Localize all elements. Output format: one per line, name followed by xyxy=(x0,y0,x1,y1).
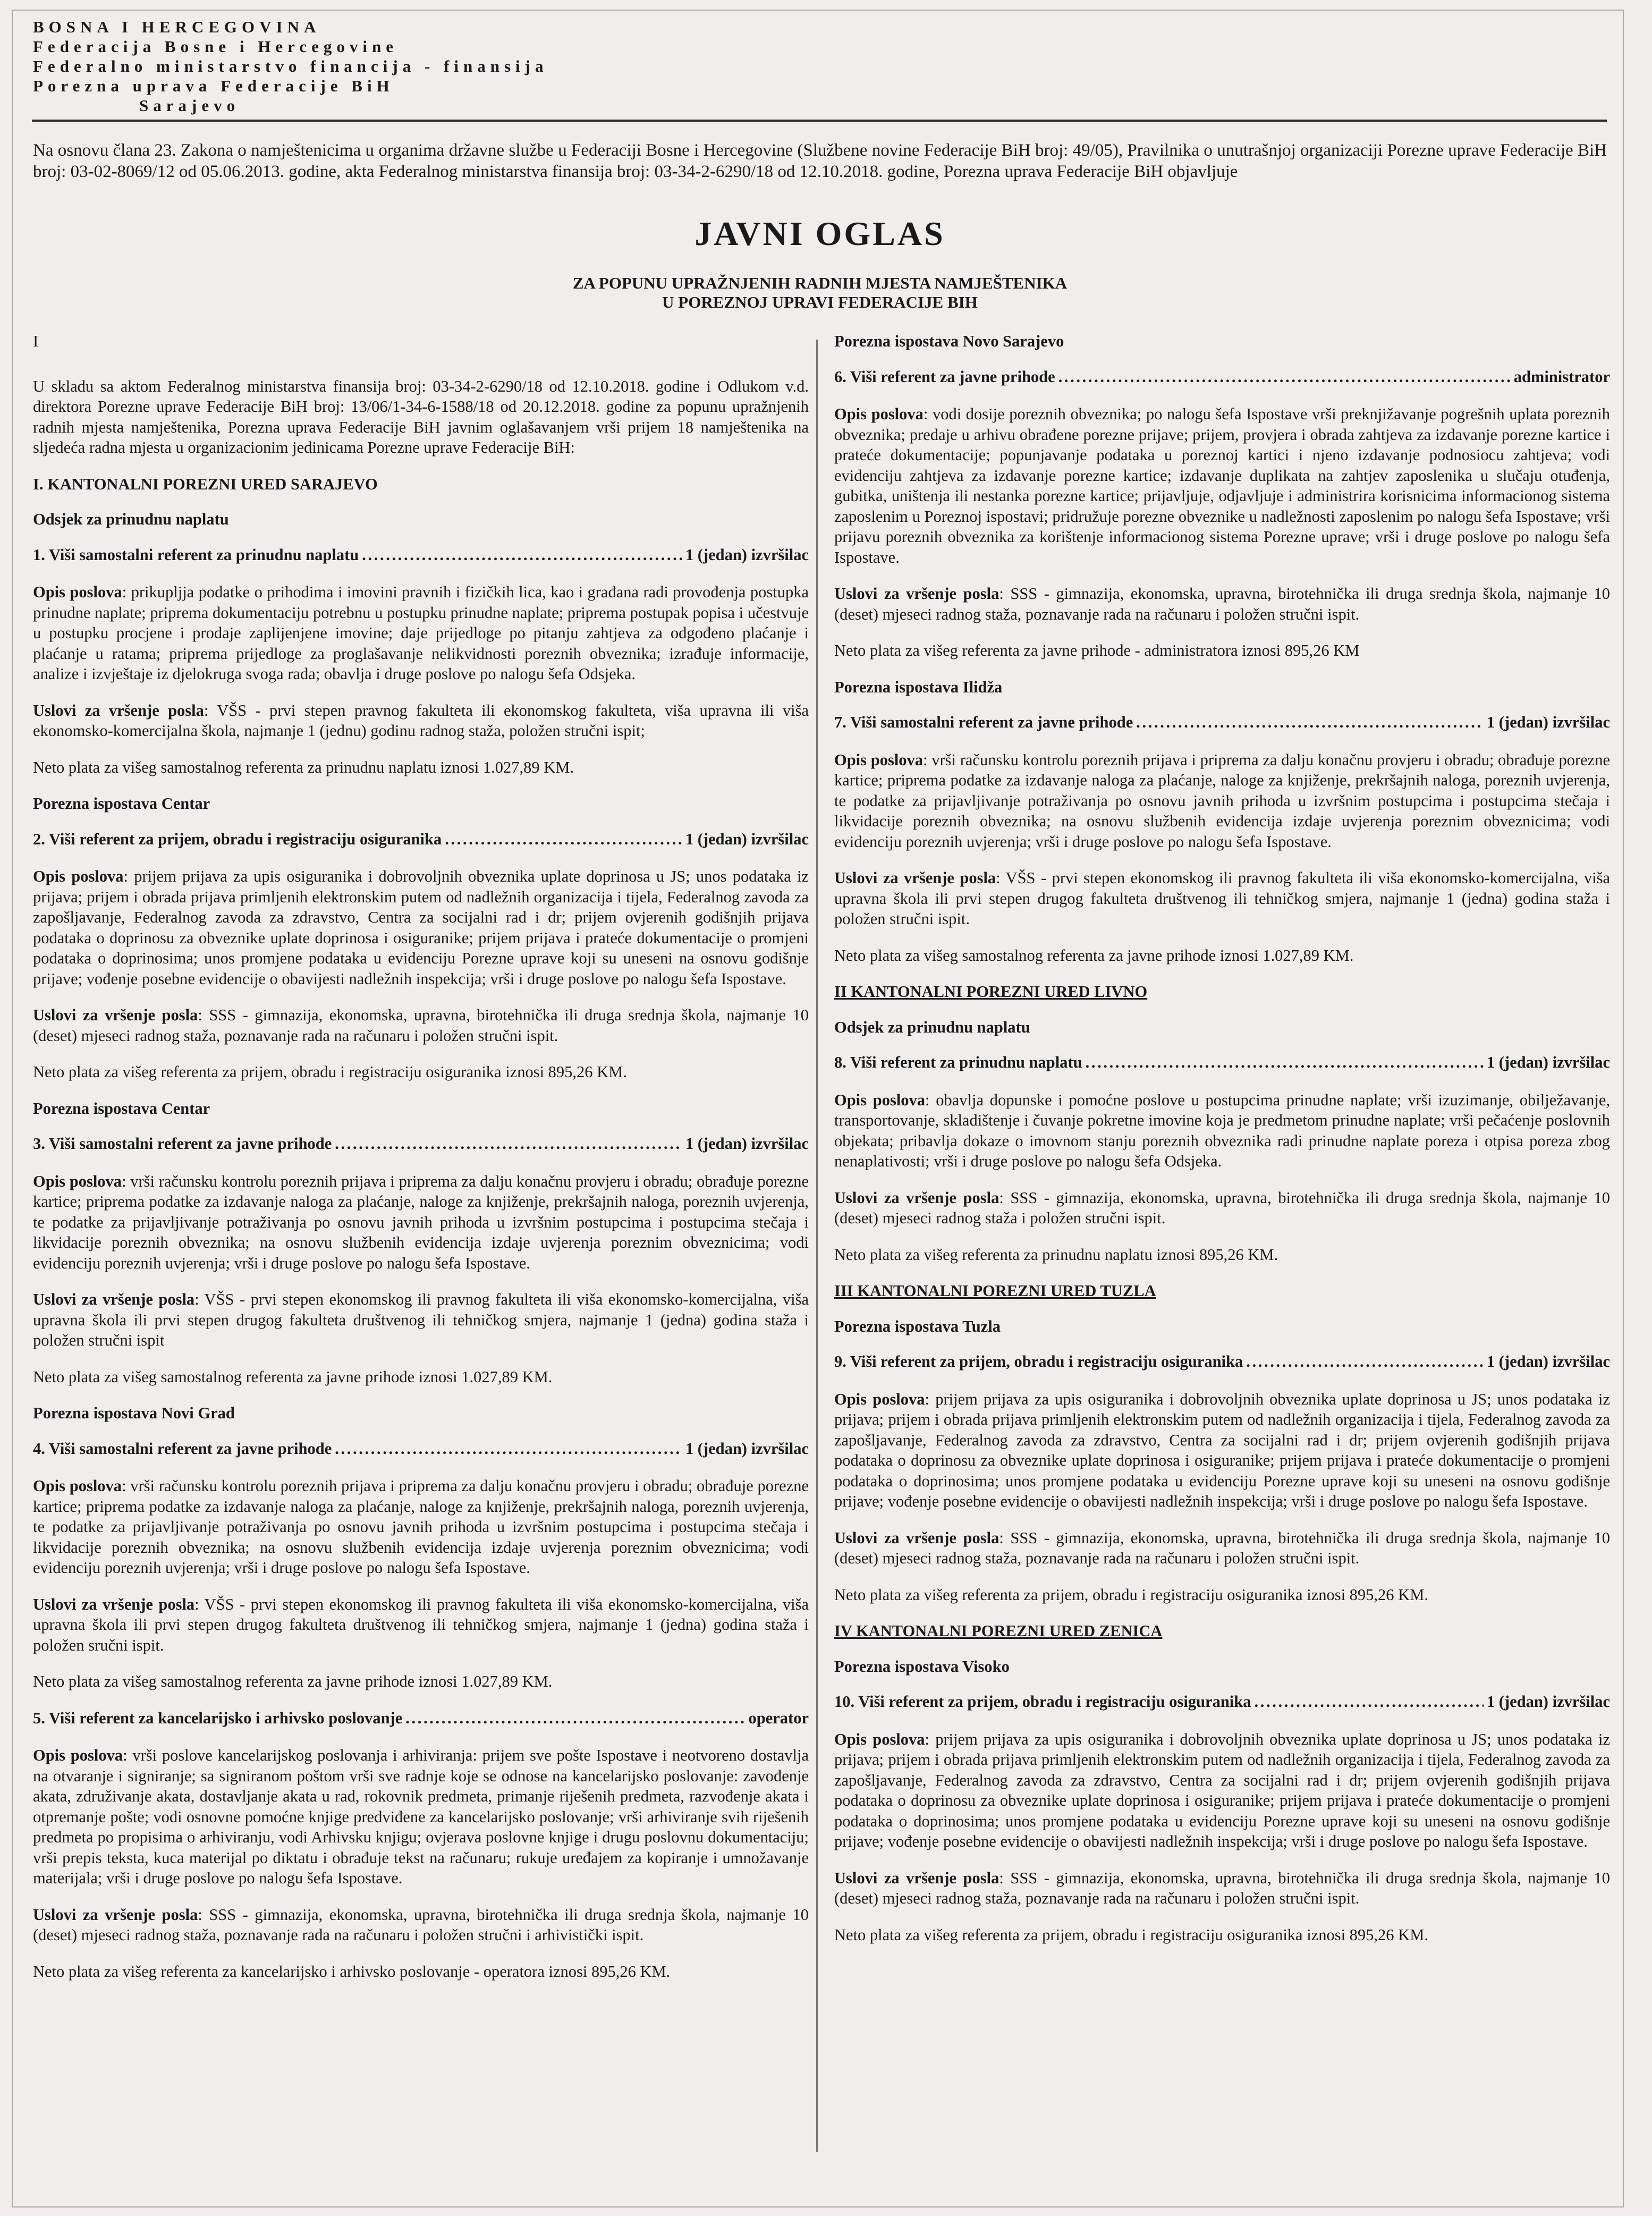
job-description-text: : vrši računsku kontrolu poreznih prijava i priprema za dalju konačnu provjeru i obradu; obrađuje porezne kartice; priprema podatke za izdavanje naloga za plaćanje, naloge za knjiženje, prekršajnih naloga, poreznih uvjerenja, te podatke za prijavljivanje potraživanja po osnovu javnih prihoda u izvršnim postupcima i postupcima stečaja i likvidacije poreznih obveznika; na osnovu službenih evidencija izdaje uvjerenja poreznim obveznicima; vodi evidenciju poreznih uvjerenja; vrši i druge poslove po nalogu šefa Ispostave. xyxy=(834,750,1610,851)
job-requirements-label: Uslovi za vršenje posla xyxy=(834,869,996,887)
net-salary: Neto plata za višeg referenta za javne prihode - administratora iznosi 895,26 KM xyxy=(834,641,1360,659)
job-requirements xyxy=(834,868,1610,929)
dot-leader xyxy=(1058,367,1511,387)
position-quantity: 1 (jedan) izvršilac xyxy=(1486,1053,1610,1071)
position-title-line xyxy=(33,1708,809,1729)
job-description-label: Opis poslova xyxy=(834,1390,925,1408)
job-requirements-text: : SSS - gimnazija, ekonomska, upravna, birotehnička ili druga srednja škola, najmanje 10 (deset) mjeseci radnog staža, poznavanje rada na računaru i položen stručni ispit. xyxy=(834,1868,1610,1907)
job-description-label: Opis poslova xyxy=(33,583,122,601)
job-description-label: Opis poslova xyxy=(33,867,124,885)
ad-subtitle xyxy=(33,274,1607,312)
office-heading: I. KANTONALNI POREZNI URED SARAJEVO xyxy=(33,475,378,493)
position-quantity: 1 (jedan) izvršilac xyxy=(1486,1693,1610,1711)
position-title-line xyxy=(834,367,1610,387)
job-requirements-label: Uslovi za vršenje posla xyxy=(33,701,204,720)
position-title: 7. Viši samostalni referent za javne prihode xyxy=(834,713,1133,731)
job-requirements-text: : SSS - gimnazija, ekonomska, upravna, birotehnička ili druga srednja škola, najmanje 10 (deset) mjeseci radnog staža i položen stručni ispit. xyxy=(834,1188,1610,1227)
position-quantity: 1 (jedan) izvršilac xyxy=(685,545,809,564)
job-description-text: : vodi dosije poreznih obveznika; po nalogu šefa Ispostave vrši preknjižavanje pogrešnih uplata poreznih obveznika; predaje u arhivu obrađene porezne prijave; prijem, provjera i obrada zahtjeva za izdavanje porezne kartice i prateće dokumentacije; popunjavanje podataka u poreznoj kartici i njeno izdavanje podnosiocu zahtjeva; vodi evidenciju zahtjeva za izdavanje porezne kartice; izdavanje duplikata na zahtjev zaposlenika u slučaju otuđenja, gubitka, uništenja ili nestanka porezne kartice; prijavljuje, odjavljuje i administrira korisnicima informacionog sistema zaposlenim u Poreznoj ispostavi; pridružuje porezne obveznike u nadležnosti zaposlenim po nalogu šefa Ispostave; vrši prijavu poreznih obveznika za korištenje informacionog sistema Porezne uprave; vrši i druge poslove po nalogu šefa Ispostave. xyxy=(834,405,1611,566)
position-quantity: 1 (jedan) izvršilac xyxy=(1486,713,1610,731)
position-title: 2. Viši referent za prijem, obradu i registraciju osiguranika xyxy=(33,830,442,848)
letterhead-country: BOSNA I HERCEGOVINA xyxy=(33,18,321,36)
position-title: 10. Viši referent za prijem, obradu i registraciju osiguranika xyxy=(834,1693,1251,1711)
position-3 xyxy=(33,1134,809,1387)
position-title-line xyxy=(33,1134,809,1154)
position-title-line xyxy=(834,1691,1610,1712)
position-quantity: 1 (jedan) izvršilac xyxy=(685,1135,809,1153)
ad-title: JAVNI OGLAS xyxy=(694,215,945,252)
net-salary: Neto plata za višeg referenta za prijem, obradu i registraciju osiguranika iznosi 895,26 KM. xyxy=(834,1925,1428,1944)
position-4 xyxy=(33,1439,809,1692)
net-salary: Neto plata za višeg samostalnog referenta za javne prihode iznosi 1.027,89 KM. xyxy=(33,1672,553,1690)
job-requirements xyxy=(33,1594,809,1656)
job-description-text: : vrši računsku kontrolu poreznih prijava i priprema za dalju konačnu provjeru i obradu; obrađuje porezne kartice; priprema podatke za izdavanje naloga za plaćanje, naloge za knjiženje, prekršajnih naloga, poreznih uvjerenja, te podatke za prijavljivanje potraživanja po osnovu javnih prihoda u izvršnim postupcima i postupcima stečaja i likvidacije poreznih obveznika; na osnovu službenih evidencija izdaje uvjerenja poreznim obveznicima; vodi evidenciju poreznih uvjerenja; vrši i druge poslove po nalogu šefa Ispostave. xyxy=(33,1477,809,1577)
job-requirements xyxy=(33,1905,809,1946)
net-salary: Neto plata za višeg referenta za prijem, obradu i registraciju osiguranika iznosi 895,26 KM. xyxy=(834,1585,1428,1604)
job-requirements-text: : VŠS - prvi stepen ekonomskog ili pravnog fakulteta ili viša ekonomsko-komercijalna, viša upravna škola ili prvi stepen drugog fakulteta društvenog ili tehničkog smjera, najmanje 1 (jedna) godina staža i položen stručni ispit xyxy=(33,1290,809,1349)
two-column-body xyxy=(33,331,1611,2154)
job-requirements-text: : SSS - gimnazija, ekonomska, upravna, birotehnička ili druga srednja škola, najmanje 10 (deset) mjeseci radnog staža, poznavanje rada na računaru i položen stručni ispit. xyxy=(33,1006,809,1045)
job-description-label: Opis poslova xyxy=(834,750,924,769)
position-quantity: administrator xyxy=(1513,367,1610,386)
job-requirements-label: Uslovi za vršenje posla xyxy=(834,1188,999,1207)
letterhead xyxy=(33,17,1607,115)
position-title-line xyxy=(834,1351,1610,1372)
dot-leader xyxy=(335,1134,682,1154)
position-8 xyxy=(834,1052,1610,1265)
office-heading: IV KANTONALNI POREZNI URED ZENICA xyxy=(834,1622,1163,1640)
job-requirements xyxy=(834,1188,1610,1229)
position-title-line xyxy=(33,545,809,565)
job-advertisement xyxy=(33,17,1611,2154)
job-description-text: : obavlja dopunske i pomoćne poslove u postupcima prinudne naplate; vrši izuzimanje, obilježavanje, transportovanje, skladištenje i čuvanje pokretne imovine koja je predmetom prinudne naplate; vrši pečaćenje poslovnih objekata; pribavlja dokaze o imovnom stanju poreznih obveznika radi prinudne naplate poreza i otpisa poreza zbog nenaplativosti; vrši i druge poslove po nalogu šefa Odsjeka. xyxy=(834,1090,1610,1170)
position-10 xyxy=(834,1691,1610,1945)
position-5 xyxy=(33,1708,809,1982)
job-requirements-text: : VŠS - prvi stepen ekonomskog ili pravnog fakulteta ili viša ekonomsko-komercijalna, viša upravna škola ili prvi stepen drugog fakulteta društvenog ili tehničkog smjera, najmanje 1 (jedna) godina staža i položen sručni ispit. xyxy=(33,1595,809,1654)
job-description xyxy=(834,750,1610,852)
job-description-text: : vrši računsku kontrolu poreznih prijava i priprema za dalju konačnu provjeru i obradu; obrađuje porezne kartice; priprema podatke za izdavanje naloga za plaćanje, naloge za knjiženje, prekršajnih naloga, poreznih uvjerenja, te podatke za prijavljivanje potraživanja po osnovu javnih prihoda u izvršnim postupcima i postupcima stečaja i likvidacije poreznih obveznika; na osnovu službenih evidencija izdaje uvjerenja poreznim obveznicima; vodi evidenciju poreznih uvjerenja; vrši i druge poslove po nalogu šefa Ispostave. xyxy=(33,1172,809,1272)
job-requirements xyxy=(834,1528,1610,1569)
position-title: 1. Viši samostalni referent za prinudnu naplatu xyxy=(33,545,359,564)
letterhead-entity: Federacija Bosne i Hercegovine xyxy=(33,37,398,56)
branch-heading: Porezna ispostava Ilidža xyxy=(834,678,1003,696)
job-requirements-text: : SSS - gimnazija, ekonomska, upravna, birotehnička ili druga srednja škola, najmanje 10 (deset) mjeseci radnog staža, poznavanje rada na računaru i položen stručni i arhivistički ispit. xyxy=(33,1905,809,1944)
branch-heading: Porezna ispostava Novo Sarajevo xyxy=(834,332,1064,350)
position-title-line xyxy=(834,1052,1610,1073)
branch-heading: Porezna ispostava Tuzla xyxy=(834,1317,1001,1335)
job-requirements xyxy=(834,583,1610,624)
right-column xyxy=(834,331,1610,1961)
job-description-label: Opis poslova xyxy=(834,1090,926,1109)
job-requirements-text: : SSS - gimnazija, ekonomska, upravna, birotehnička ili druga srednja škola, najmanje 10 (deset) mjeseci radnog staža, poznavanje rada na računaru i položen stručni ispit. xyxy=(834,1528,1610,1567)
letterhead-city: Sarajevo xyxy=(139,96,240,115)
job-requirements-label: Uslovi za vršenje posla xyxy=(834,1868,999,1887)
letterhead-agency: Porezna uprava Federacije BiH xyxy=(33,77,394,95)
position-9 xyxy=(834,1351,1610,1605)
job-description xyxy=(33,1476,809,1578)
department-heading: Odsjek za prinudnu naplatu xyxy=(33,510,229,528)
net-salary: Neto plata za višeg samostalnog referenta za javne prihode iznosi 1.027,89 KM. xyxy=(834,946,1354,965)
position-7 xyxy=(834,712,1610,966)
net-salary: Neto plata za višeg referenta za prinudnu naplatu iznosi 895,26 KM. xyxy=(834,1245,1278,1264)
net-salary: Neto plata za višeg samostalnog referenta za prinudnu naplatu iznosi 1.027,89 KM. xyxy=(33,758,574,776)
position-title: 4. Viši samostalni referent za javne prihode xyxy=(33,1439,332,1458)
header-divider xyxy=(32,120,1607,122)
ad-subtitle-line1: ZA POPUNU UPRAŽNJENIH RADNIH MJESTA NAMJEŠTENIKA xyxy=(572,274,1068,292)
job-requirements-label: Uslovi za vršenje posla xyxy=(33,1006,198,1024)
position-title: 9. Viši referent za prijem, obradu i registraciju osiguranika xyxy=(834,1352,1243,1371)
dot-leader xyxy=(1246,1351,1484,1372)
position-title-line xyxy=(834,712,1610,733)
position-quantity: 1 (jedan) izvršilac xyxy=(1486,1352,1610,1371)
job-description-text: : prijem prijava za upis osiguranika i dobrovoljnih obveznika uplate doprinosa u JS; unos podataka iz prijava; prijem i obrada prijava primljenih elektronskim putem od nadležnih organizacija i tijela, Federalnog zavoda za zapošljavanje, Federalnog zavoda za zdravstvo, Centra za socijalni rad i dr; prijem ovjerenih godišnjih prijava podataka o doprinosu za obveznike uplate doprinosa i osiguranike; prijem prijava i prateće dokumentacije o promjeni podataka o doprinosima; unos promjene podataka u evidenciju Porezne uprave koji su uneseni na osnovu godišnje prijave; vođenje posebne evidencije o obavijesti nadležnih inspekcija; vrši i druge poslove po nalogu šefa Ispostave. xyxy=(834,1390,1610,1510)
job-description xyxy=(33,866,809,989)
job-description xyxy=(834,404,1610,568)
dot-leader xyxy=(362,545,682,565)
position-title: 3. Viši samostalni referent za javne prihode xyxy=(33,1135,332,1153)
branch-heading: Porezna ispostava Visoko xyxy=(834,1657,1010,1676)
job-description xyxy=(33,582,809,684)
job-requirements xyxy=(33,1289,809,1351)
job-requirements-label: Uslovi za vršenje posla xyxy=(834,585,999,603)
section-roman-numeral: I xyxy=(33,332,39,350)
dot-leader xyxy=(1136,712,1484,733)
position-title: 5. Viši referent za kancelarijsko i arhivsko poslovanje xyxy=(33,1708,403,1727)
job-description-text: : prijem prijava za upis osiguranika i dobrovoljnih obveznika uplate doprinosa u JS; unos podataka iz prijava; prijem i obrada prijava primljenih elektronskim putem od nadležnih organizacija i tijela, Federalnog zavoda za zapošljavanje, Federalnog zavoda za zdravstvo, Centra za socijalni rad i dr; prijem ovjerenih godišnjih prijava podataka o doprinosu za obveznike uplate doprinosa i osiguranike; prijem prijava i prateće dokumentacije o promjeni podataka o doprinosima; unos promjene podataka u evidenciju Porezne uprave koji su uneseni na osnovu godišnje prijave; vođenje posebne evidencije o obavijesti nadležnih inspekcija; vrši i druge poslove po nalogu šefa Ispostave. xyxy=(33,867,809,988)
job-description-text: : prikupljja podatke o prihodima i imovini pravnih i fizičkih lica, kao i građana radi provođenja postupka prinudne naplate; priprema dokumentaciju potrebnu u postupku prinudne naplate; priprema postupak popisa i učestvuje u postupku procjene i prodaje zaplijenjene imovine; daje prijedloge po pitanju zahtjeva za odgođeno plaćanje i plaćanje u ratama; priprema prijedloge za proglašavanje nelikvidnosti poreznih obveznika; izrađuje informacije, analize i izvještaje iz djelokruga svoga rada; obavlja i druge poslove po nalogu šefa Odsjeka. xyxy=(33,583,809,683)
job-description-label: Opis poslova xyxy=(33,1746,123,1764)
net-salary: Neto plata za višeg samostalnog referenta za javne prihode iznosi 1.027,89 KM. xyxy=(33,1367,553,1386)
job-description xyxy=(834,1729,1610,1852)
department-heading: Odsjek za prinudnu naplatu xyxy=(834,1018,1030,1036)
position-quantity: 1 (jedan) izvršilac xyxy=(685,1439,809,1458)
job-description xyxy=(834,1090,1610,1172)
position-2 xyxy=(33,829,809,1082)
legal-basis-intro: Na osnovu člana 23. Zakona o namještenicima u organima državne službe u Federaciji Bosne i Hercegovine (Službene novine Federacije BiH broj: 49/05), Pravilnika o unutrašnjoj organizaciji Porezne uprave Federacije BiH broj: 03-02-8069/12 od 05.06.2013. godine, akta Federalnog ministarstva finansija broj: 03-34-2-6290/18 od 12.10.2018. godine, Porezna uprava Federacije BiH objavljuje xyxy=(33,141,1607,181)
office-heading: II KANTONALNI POREZNI URED LIVNO xyxy=(834,983,1148,1001)
branch-heading: Porezna ispostava Centar xyxy=(33,1099,210,1118)
dot-leader xyxy=(445,829,682,850)
branch-heading: Porezna ispostava Centar xyxy=(33,794,210,813)
position-title-line xyxy=(33,829,809,850)
job-description-text: : prijem prijava za upis osiguranika i dobrovoljnih obveznika uplate doprinosa u JS; unos podataka iz prijava; prijem i obrada prijava primljenih elektronskim putem od nadležnih organizacija i tijela, Federalnog zavoda za zapošljavanje, Federalnog zavoda za zdravstvo, Centra za socijalni rad i dr; prijem ovjerenih godišnjih prijava podataka o doprinosu za obveznike uplate doprinosa i osiguranike; prijem prijava i prateće dokumentacije o promjeni podataka o doprinosima; unos promjene podataka u evidenciju Porezne uprave koji su uneseni na osnovu godišnje prijave; vođenje posebne evidencije o obavijesti nadležnih inspekcija; vrši i druge poslove po nalogu šefa Ispostave. xyxy=(834,1730,1610,1850)
position-title: 8. Viši referent za prinudnu naplatu xyxy=(834,1053,1082,1071)
job-description-label: Opis poslova xyxy=(33,1477,122,1495)
job-requirements xyxy=(33,1005,809,1046)
job-description xyxy=(33,1745,809,1889)
job-requirements-text: : VŠS - prvi stepen ekonomskog ili pravnog fakulteta ili viša ekonomsko-komercijalna, viša upravna škola ili prvi stepen drugog fakulteta društvenog ili tehničkog smjera, najmanje 1 (jedna) godina staža i položen stručni ispit. xyxy=(834,869,1610,928)
letterhead-ministry: Federalno ministarstvo financija - finansija xyxy=(33,57,548,75)
position-title-line xyxy=(33,1439,809,1459)
ad-subtitle-line2: U POREZNOJ UPRAVI FEDERACIJE BIH xyxy=(662,293,978,311)
job-description xyxy=(834,1389,1610,1512)
column-divider xyxy=(816,340,818,2152)
job-requirements-label: Uslovi za vršenje posla xyxy=(33,1905,198,1924)
job-description-text: : vrši poslove kancelarijskog poslovanja i arhiviranja: prijem sve pošte Ispostave i neotvoreno dostavlja na otvaranje i signiranje; sa signiranom poštom vrši sve radnje koje se odnose na kancelarijsko poslovanje: zavođenje akata, združivanje akata, dostavljanje akata u rad, rokovnik predmeta, primanje riješenih predmeta, razvođenje akata i otpremanje pošte; vodi osnovne pomoćne knjige predviđene za kancelarijsko poslovanje; vrši arhiviranje svih riješenih predmeta po propisima o arhiviranju, vodi Arhivsku knjigu; ovjerava poslovne knjige i drugu poslovnu dokumentaciju; vrši prepis teksta, kuca materijal po diktatu i obrađuje tekst na računaru; rukuje uređajem za kopiranje i umnožavanje materijala; vrši i druge poslove po nalogu šefa Ispostave. xyxy=(33,1746,809,1887)
net-salary: Neto plata za višeg referenta za prijem, obradu i registraciju osiguranika iznosi 895,26 KM. xyxy=(33,1063,627,1081)
left-column xyxy=(33,331,809,1998)
job-requirements xyxy=(33,700,809,741)
job-description-label: Opis poslova xyxy=(33,1172,122,1190)
dot-leader xyxy=(1254,1691,1483,1712)
position-1 xyxy=(33,545,809,778)
job-description-label: Opis poslova xyxy=(834,405,924,423)
job-requirements-label: Uslovi za vršenje posla xyxy=(834,1528,999,1547)
position-quantity: operator xyxy=(748,1708,809,1727)
job-requirements-label: Uslovi za vršenje posla xyxy=(33,1290,195,1308)
job-description-label: Opis poslova xyxy=(834,1730,925,1748)
dot-leader xyxy=(1086,1052,1484,1073)
job-requirements-label: Uslovi za vršenje posla xyxy=(33,1595,195,1613)
job-requirements-text: : VŠS - prvi stepen pravnog fakulteta ili ekonomskog fakulteta, viša upravna ili viša ekonomsko-komercijalna škola, najmanje 1 (jednu) godinu radnog staža, položen stručni ispit; xyxy=(33,701,809,740)
net-salary: Neto plata za višeg referenta za kancelarijsko i arhivsko poslovanje - operatora iznosi 895,26 KM. xyxy=(33,1962,671,1981)
job-description xyxy=(33,1171,809,1274)
position-6 xyxy=(834,367,1610,661)
position-title: 6. Viši referent za javne prihode xyxy=(834,367,1055,386)
office-heading: III KANTONALNI POREZNI URED TUZLA xyxy=(834,1282,1156,1300)
position-quantity: 1 (jedan) izvršilac xyxy=(685,830,809,848)
job-requirements xyxy=(834,1868,1610,1909)
dot-leader xyxy=(335,1439,682,1459)
branch-heading: Porezna ispostava Novi Grad xyxy=(33,1404,235,1422)
job-requirements-text: : SSS - gimnazija, ekonomska, upravna, birotehnička ili druga srednja škola, najmanje 10 (deset) mjeseci radnog staža, poznavanje rada na računaru i položen stručni ispit. xyxy=(834,585,1610,623)
dot-leader xyxy=(405,1708,745,1729)
section-intro: U skladu sa aktom Federalnog ministarstva finansija broj: 03-34-2-6290/18 od 12.10.2018. godine i Odlukom v.d. direktora Porezne uprave Federacije BiH broj: 13/06/1-34-6-1588/18 od 20.12.2018. godine za popunu upražnjenih radnih mjesta namještenika, Porezna uprava Federacije BiH javnim oglašavanjem vrši prijem 18 namještenika na sljedeća radna mjesta u organizacionim jedinicama Porezne uprave Federacije BiH: xyxy=(33,377,809,456)
